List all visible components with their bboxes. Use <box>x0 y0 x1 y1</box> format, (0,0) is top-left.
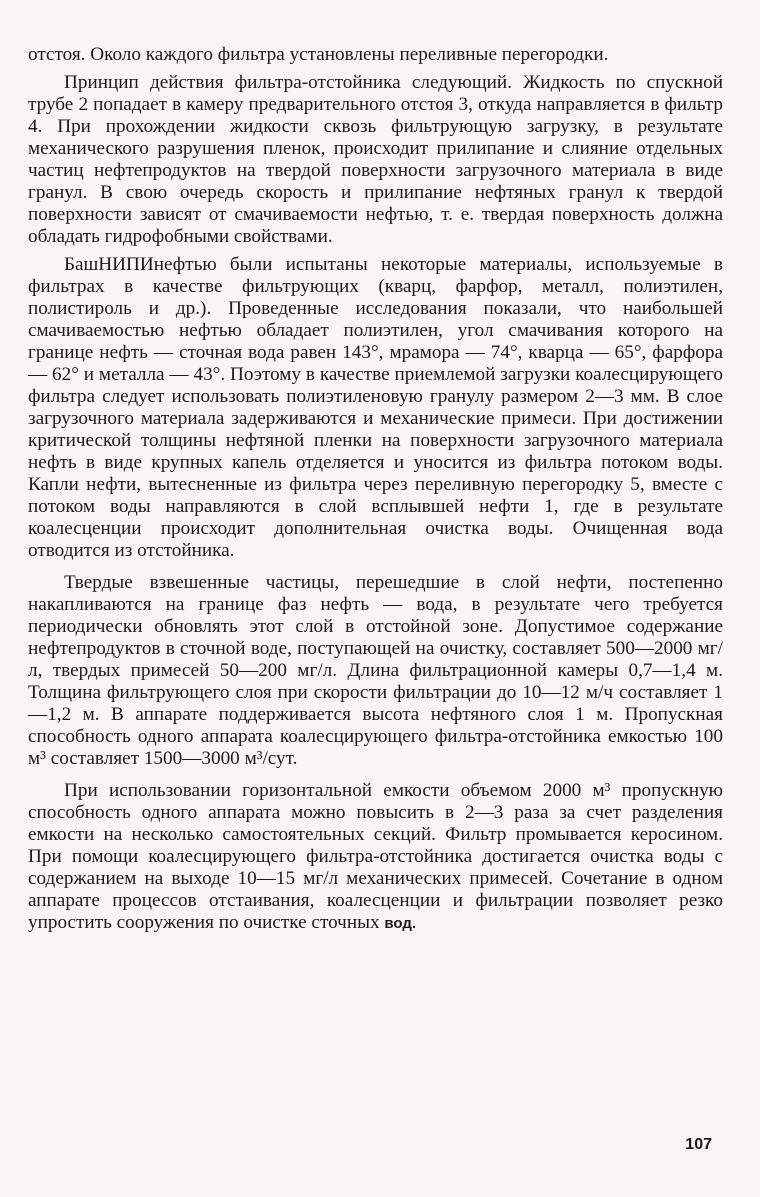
page-number: 107 <box>685 1136 712 1153</box>
paragraph-materials: БашНИПИнефтью были испытаны некоторые материалы, используемые в фильтрах в качестве фильтрующих (кварц, фарфор, металл, полиэтилен, полистироль и др.). Проведенные исследования показали, что наибольшей смачиваемостью нефтью обладает полиэтилен, угол смачивания которого на границе нефть — сточная вода равен 143°, мрамора — 74°, кварца — 65°, фарфора — 62° и металла — 43°. Поэтому в качестве приемлемой загрузки коалесцирующего фильтра следует использовать полиэтиленовую гранулу размером 2—3 мм. В слое загрузочного материала задерживаются и механические примеси. При достижении критической толщины нефтяной пленки на поверхности загрузочного материала нефть в виде крупных капель отделяется и уносится из фильтра потоком воды. Капли нефти, вытесненные из фильтра через переливную перегородку 5, вместе с потоком воды направляются в слой всплывшей нефти 1, где в результате коалесценции происходит дополнительная очистка воды. Очищенная вода отводится из отстойника. <box>28 254 723 561</box>
paragraph-capacity <box>28 780 723 935</box>
paragraph-continuation: отстоя. Около каждого фильтра установлены переливные перегородки. <box>28 44 609 65</box>
paragraph-last-word: вод. <box>384 915 417 932</box>
page-body <box>28 44 723 935</box>
paragraph-particles: Твердые взвешенные частицы, перешедшие в слой нефти, постепенно накапливаются на границе фаз нефть — вода, в результате чего требуется периодически обновлять этот слой в отстойной зоне. Допустимое содержание нефтепродуктов в сточной воде, поступающей на очистку, составляет 500—2000 мг/л, твердых примесей 50—200 мг/л. Длина фильтрационной камеры 0,7—1,4 м. Толщина фильтрующего слоя при скорости фильтрации до 10—12 м/ч составляет 1—1,2 м. В аппарате поддерживается высота нефтяного слоя 1 м. Пропускная способность одного аппарата коалесцирующего фильтра-отстойника емкостью 100 м³ составляет 1500—3000 м³/сут. <box>28 572 723 769</box>
paragraph-capacity-text: При использовании горизонтальной емкости объемом 2000 м³ пропускную способность одного аппарата можно повысить в 2—3 раза за счет разделения емкости на несколько самостоятельных секций. Фильтр промывается керосином. При помощи коалесцирующего фильтра-отстойника достигается очистка воды с содержанием на выходе 10—15 мг/л механических примесей. Сочетание в одном аппарате процессов отстаивания, коалесценции и фильтрации позволяет резко упростить сооружения по очистке сточных <box>28 780 723 933</box>
paragraph-principle: Принцип действия фильтра-отстойника следующий. Жидкость по спускной трубе 2 попадает в камеру предварительного отстоя 3, откуда направляется в фильтр 4. При прохождении жидкости сквозь фильтрующую загрузку, в результате механического разрушения пленок, происходит прилипание и слияние отдельных частиц нефтепродуктов на твердой поверхности загрузочного материала в виде гранул. В свою очередь скорость и прилипание нефтяных гранул к твердой поверхности зависят от смачиваемости нефтью, т. е. твердая поверхность должна обладать гидрофобными свойствами. <box>28 72 723 247</box>
